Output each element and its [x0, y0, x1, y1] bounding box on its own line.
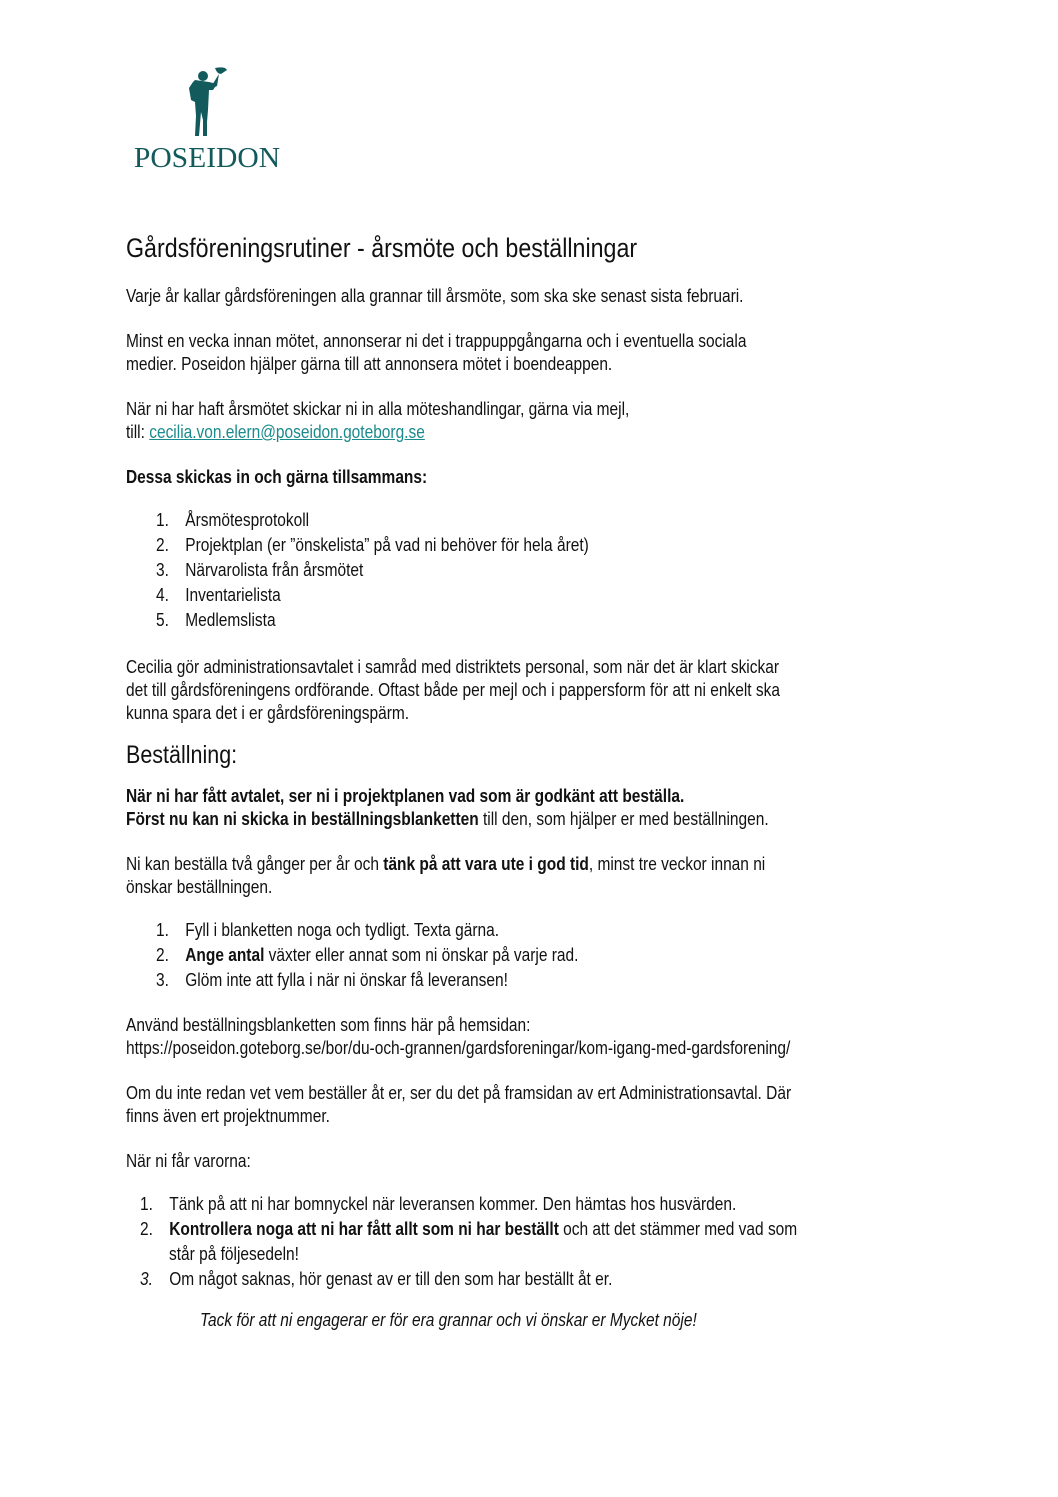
announce-text: Minst en vecka innan mötet, annonserar ni det i trappuppgångarna och i eventuella sociala — [126, 331, 747, 351]
form-url[interactable]: https://poseidon.goteborg.se/bor/du-och-grannen/gardsforeningar/kom-igang-med-gardsforening/ — [126, 1038, 791, 1058]
order-text-2: Först nu kan ni skicka in beställningsblanketten till den, som hjälper er med beställningen. — [126, 809, 769, 829]
cecilia-text-3: kunna spara det i er gårdsföreningspärm. — [126, 703, 410, 723]
list-item: 3. Om något saknas, hör genast av er till den som har beställt åt er. — [140, 1269, 613, 1289]
send-email-line: till: cecilia.von.elern@poseidon.goteborg.se — [126, 422, 425, 442]
list-item: 5. Medlemslista — [156, 610, 276, 630]
send-text: När ni har haft årsmötet skickar ni in alla möteshandlingar, gärna via mejl, — [126, 399, 630, 419]
logo-text: POSEIDON — [133, 142, 281, 174]
poseidon-logo — [126, 64, 288, 175]
document-body — [126, 228, 956, 1332]
docs-heading: Dessa skickas in och gärna tillsammans: — [126, 467, 428, 487]
order-text-1: När ni har fått avtalet, ser ni i projektplanen vad som är godkänt att beställa. — [126, 786, 685, 806]
goods-list — [126, 1193, 956, 1293]
thanks-text: Tack för att ni engagerar er för era grannar och vi önskar er Mycket nöje! — [200, 1310, 697, 1330]
poseidon-statue-icon — [177, 64, 237, 140]
list-item: 3. Glöm inte att fylla i när ni önskar få leveransen! — [156, 970, 508, 990]
list-item: 2. Projektplan (er ”önskelista” på vad ni behöver för hela året) — [156, 535, 589, 555]
cecilia-text-2: det till gårdsföreningens ordförande. Oftast både per mejl och i pappersform för att ni enkelt ska — [126, 680, 780, 700]
page-title: Gårdsföreningsrutiner - årsmöte och beställningar — [126, 233, 638, 263]
twice-text: Ni kan beställa två gånger per år och tänk på att vara ute i god tid, minst tre veckor innan ni — [126, 854, 766, 874]
announce-text-2: medier. Poseidon hjälper gärna till att annonsera mötet i boendeappen. — [126, 354, 613, 374]
list-item-cont: står på följesedeln! — [169, 1244, 299, 1264]
form-text: Använd beställningsblanketten som finns här på hemsidan: — [126, 1015, 531, 1035]
list-item: 1. Fyll i blanketten noga och tydligt. Texta gärna. — [156, 920, 500, 940]
who-text: Om du inte redan vet vem beställer åt er, ser du det på framsidan av ert Administrationsavtal. Där — [126, 1083, 792, 1103]
list-item: 4. Inventarielista — [156, 585, 281, 605]
list-item: 3. Närvarolista från årsmötet — [156, 560, 364, 580]
goods-heading: När ni får varorna: — [126, 1151, 251, 1171]
list-item: 2. Kontrollera noga att ni har fått allt som ni har beställt och att det stämmer med vad som — [140, 1219, 798, 1239]
who-text-2: finns även ert projektnummer. — [126, 1106, 330, 1126]
list-item: 1. Årsmötesprotokoll — [156, 510, 310, 530]
cecilia-text: Cecilia gör administrationsavtalet i samråd med distriktets personal, som när det är klart skickar — [126, 657, 779, 677]
twice-text-2: önskar beställningen. — [126, 877, 273, 897]
docs-list — [126, 509, 956, 634]
intro-text: Varje år kallar gårdsföreningen alla grannar till årsmöte, som ska ske senast sista februari. — [126, 286, 744, 306]
list-item: 1. Tänk på att ni har bomnyckel när leveransen kommer. Den hämtas hos husvärden. — [140, 1194, 737, 1214]
list-item: 2. Ange antal växter eller annat som ni önskar på varje rad. — [156, 945, 579, 965]
email-link[interactable]: cecilia.von.elern@poseidon.goteborg.se — [149, 422, 425, 442]
steps-list — [126, 919, 956, 994]
order-heading: Beställning: — [126, 741, 238, 769]
